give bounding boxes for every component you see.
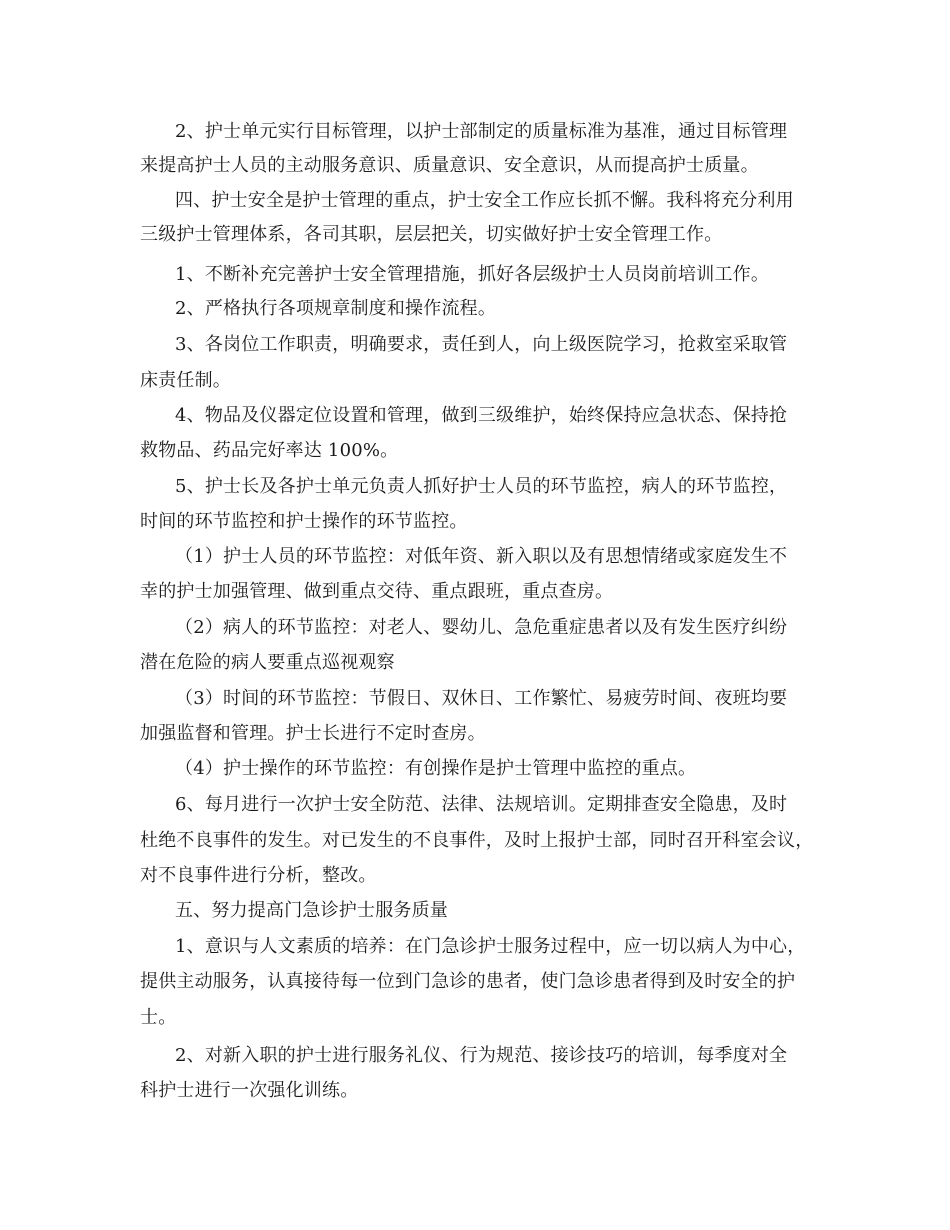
text-line: 三级护士管理体系，各司其职，层层把关，切实做好护士安全管理工作。 (140, 224, 723, 245)
text-line: 5、护士长及各护士单元负责人抓好护士人员的环节监控，病人的环节监控， (175, 476, 788, 497)
text-line: 潜在危险的病人要重点巡视观察 (140, 652, 395, 673)
text-line: （3）时间的环节监控：节假日、双休日、工作繁忙、易疲劳时间、夜班均要 (175, 688, 788, 709)
text-line: （1）护士人员的环节监控：对低年资、新入职以及有思想情绪或家庭发生不 (175, 546, 788, 567)
text-line: 4、物品及仪器定位设置和管理，做到三级维护，始终保持应急状态、保持抢 (175, 405, 788, 426)
text-line: 1、意识与人文素质的培养：在门急诊护士服务过程中，应一切以病人为中心， (175, 936, 806, 957)
text-line: 杜绝不良事件的发生。对已发生的不良事件，及时上报护士部，同时召开科室会议， (140, 830, 814, 851)
text-line: 提供主动服务，认真接待每一位到门急诊的患者，使门急诊患者得到及时安全的护 (140, 971, 796, 992)
text-line: 幸的护士加强管理、做到重点交待、重点跟班，重点查房。 (140, 581, 614, 602)
text-line: 救物品、药品完好率达 100%。 (140, 440, 399, 461)
text-line: 床责任制。 (140, 370, 231, 391)
text-line: 1、不断补充完善护士安全管理措施，抓好各层级护士人员岗前培训工作。 (175, 264, 770, 285)
text-line: 士。 (140, 1007, 177, 1028)
text-line: 科护士进行一次强化训练。 (140, 1080, 359, 1101)
text-line: 来提高护士人员的主动服务意识、质量意识、安全意识，从而提高护士质量。 (140, 155, 759, 176)
text-line: （4）护士操作的环节监控：有创操作是护士管理中监控的重点。 (175, 758, 697, 779)
text-line: 2、护士单元实行目标管理，以护士部制定的质量标准为基准，通过目标管理 (175, 121, 788, 142)
text-line: 五、努力提高门急诊护士服务质量 (175, 900, 448, 921)
text-line: 四、护士安全是护士管理的重点，护士安全工作应长抓不懈。我科将充分利用 (175, 190, 794, 211)
text-line: （2）病人的环节监控：对老人、婴幼儿、急危重症患者以及有发生医疗纠纷 (175, 617, 788, 638)
text-line: 6、每月进行一次护士安全防范、法律、法规培训。定期排查安全隐患，及时 (175, 794, 788, 815)
text-line: 对不良事件进行分析，整改。 (140, 865, 377, 886)
text-line: 3、各岗位工作职责，明确要求，责任到人，向上级医院学习，抢救室采取管 (175, 334, 788, 355)
text-line: 加强监督和管理。护士长进行不定时查房。 (140, 723, 486, 744)
text-line: 2、对新入职的护士进行服务礼仪、行为规范、接诊技巧的培训，每季度对全 (175, 1045, 788, 1066)
text-line: 2、严格执行各项规章制度和操作流程。 (175, 298, 497, 319)
text-line: 时间的环节监控和护士操作的环节监控。 (140, 511, 468, 532)
